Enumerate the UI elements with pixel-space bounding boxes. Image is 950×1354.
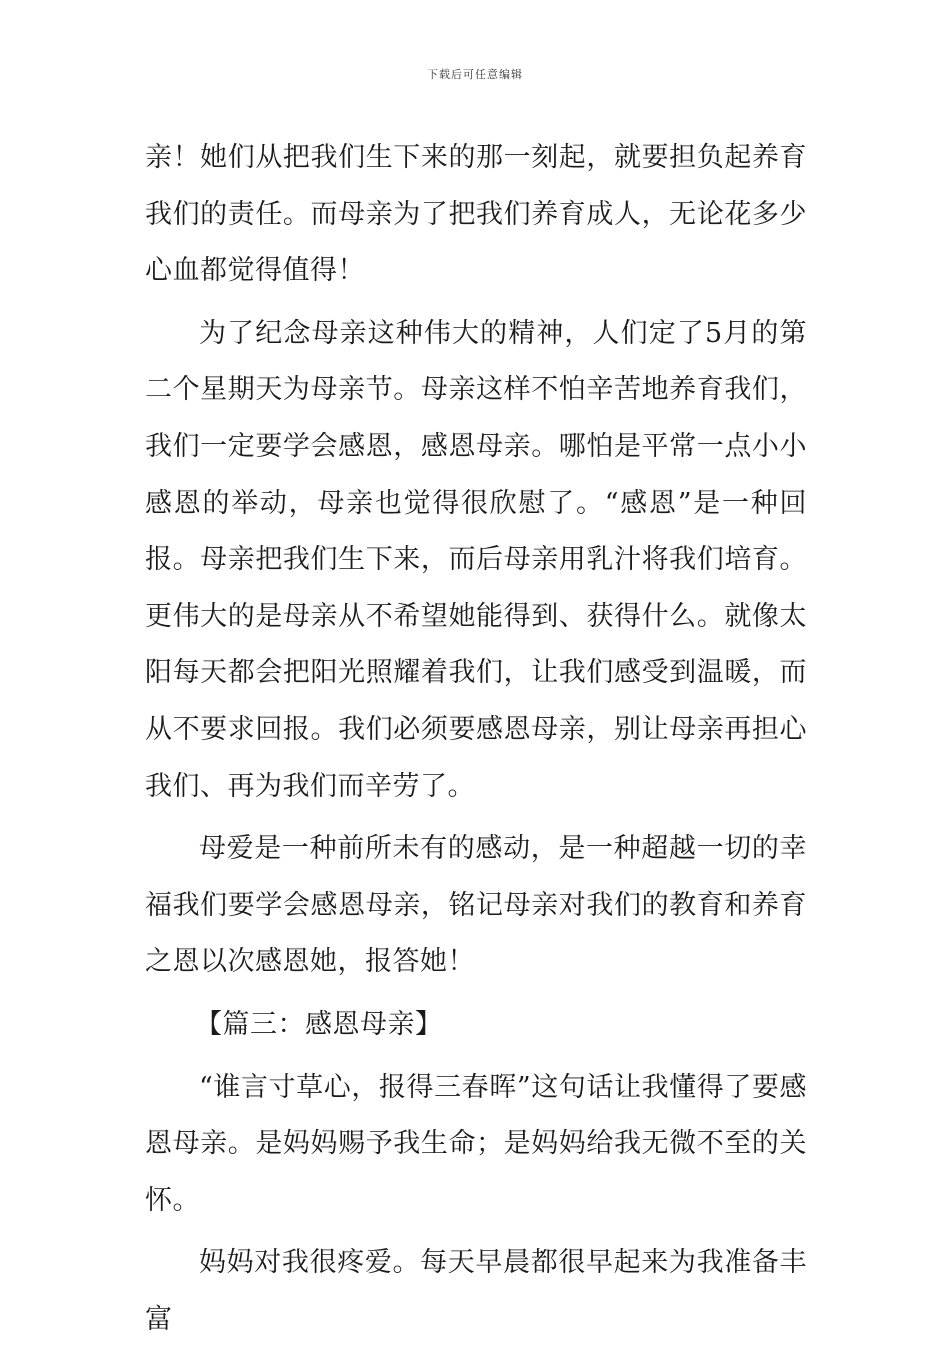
document-body: [145, 130, 807, 1354]
page-header: 下载后可任意编辑: [427, 68, 523, 81]
section-heading: 【篇三：感恩母亲】: [195, 1008, 443, 1040]
paragraph-mom-care: 妈妈对我很疼爱。每天早晨都很早起来为我准备丰富: [145, 1247, 807, 1335]
paragraph-mothers-day: 为了纪念母亲这种伟大的精神，人们定了5月的第二个星期天为母亲节。母亲这样不怕辛苦地养育我们，我们一定要学会感恩，感恩母亲。哪怕是平常一点小小感恩的举动，母亲也觉得很欣慰了。“感恩”是一种回报。母亲把我们生下来，而后母亲用乳汁将我们培育。更伟大的是母亲从不希望她能得到、获得什么。就像太阳每天都会把阳光照耀着我们，让我们感受到温暖，而从不要求回报。我们必须要感恩母亲，别让母亲再担心我们、再为我们而辛劳了。: [145, 317, 807, 802]
paragraph-mothers-love: 母爱是一种前所未有的感动，是一种超越一切的幸福我们要学会感恩母亲，铭记母亲对我们的教育和养育之恩以次感恩她，报答她！: [145, 833, 807, 978]
paragraph-quote: “谁言寸草心，报得三春晖”这句话让我懂得了要感恩母亲。是妈妈赐予我生命；是妈妈给我无微不至的关怀。: [145, 1071, 807, 1216]
paragraph-continuation: 亲！她们从把我们生下来的那一刻起，就要担负起养育我们的责任。而母亲为了把我们养育成人，无论花多少心血都觉得值得！: [145, 142, 807, 287]
